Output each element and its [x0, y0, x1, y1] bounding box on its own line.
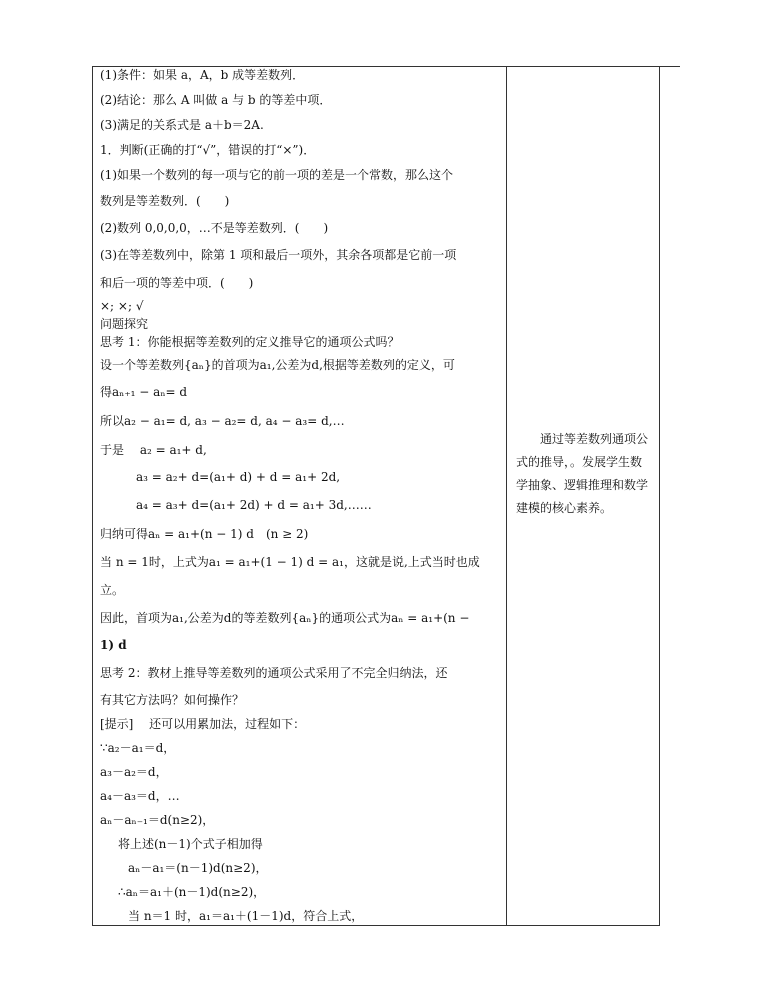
text-line: (1)如果一个数列的每一项与它的前一项的差是一个常数，那么这个: [100, 168, 454, 182]
section-heading: 问题探究: [100, 317, 149, 331]
formula-line: ∴aₙ＝a₁＋(n－1)d(n≥2)，: [118, 885, 266, 899]
formula-line: ∵a₂－a₁＝d，: [100, 741, 176, 755]
text-line: 因此，首项为a₁,公差为d的等差数列{aₙ}的通项公式为aₙ = a₁+(n −: [100, 611, 470, 625]
text-line: 和后一项的等差中项．( ): [100, 276, 254, 290]
table-right-border: [659, 66, 660, 926]
text-line: 设一个等差数列{aₙ}的首项为a₁,公差为d,根据等差数列的定义，可: [100, 358, 455, 372]
formula-line: aₙ－aₙ₋₁＝d(n≥2)，: [100, 813, 215, 827]
formula-line: 所以a₂ − a₁= d, a₃ − a₂= d, a₄ − a₃= d,…: [100, 414, 345, 428]
formula-line: a₄－a₃＝d，…: [100, 789, 180, 803]
text-line: (1)条件：如果 a，A，b 成等差数列．: [100, 68, 305, 82]
formula-line: 归纳可得aₙ = a₁+(n − 1) d (n ≥ 2): [100, 527, 309, 541]
formula-line: aₙ－a₁＝(n－1)d(n≥2)，: [128, 861, 268, 875]
text-line: 当 n = 1时，上式为a₁ = a₁+(1 − 1) d = a₁，这就是说,上式当时也成: [100, 555, 480, 569]
formula-line: a₄ = a₃+ d=(a₁+ 2d) + d = a₁+ 3d,……: [136, 498, 372, 512]
formula-line: 当 n＝1 时，a₁＝a₁＋(1－1)d，符合上式，: [128, 909, 364, 923]
text-line: (3)满足的关系式是 a＋b＝2A.: [100, 118, 264, 132]
text-line: 1．判断(正确的打“√”，错误的打“×”)．: [100, 143, 316, 157]
formula-line: 1) d: [100, 638, 127, 652]
formula-line: a₃－a₂＝d，: [100, 765, 168, 779]
formula-line: 于是 a₂ = a₁+ d,: [100, 443, 207, 457]
text-line: (2)结论：那么 A 叫做 a 与 b 的等差中项．: [100, 93, 332, 107]
formula-line: a₃ = a₂+ d=(a₁+ d) + d = a₁+ 2d,: [136, 470, 341, 484]
text-line: 将上述(n－1)个式子相加得: [118, 837, 263, 851]
question-2: 思考 2：教材上推导等差数列的通项公式采用了不完全归纳法，还: [100, 666, 448, 680]
text-line: 立。: [100, 583, 125, 597]
formula-line: 得aₙ₊₁ − aₙ= d: [100, 385, 188, 399]
text-line: 数列是等差数列．( ): [100, 194, 230, 208]
column-divider: [506, 66, 507, 926]
design-intent-note: 通过等差数列通项公式的推导，。发展学生数学抽象、逻辑推理和数学建模的核心素养。: [516, 432, 649, 515]
text-line: (3)在等差数列中，除第 1 项和最后一项外，其余各项都是它前一项: [100, 248, 457, 262]
text-line: 有其它方法吗？如何操作？: [100, 693, 245, 707]
answer-line: ×; ×; √: [100, 299, 144, 313]
text-line: (2)数列 0,0,0,0，…不是等差数列．( ): [100, 221, 329, 235]
question-1: 思考 1：你能根据等差数列的定义推导它的通项公式吗？: [100, 335, 400, 349]
hint-line: [提示] 还可以用累加法，过程如下：: [100, 717, 306, 731]
